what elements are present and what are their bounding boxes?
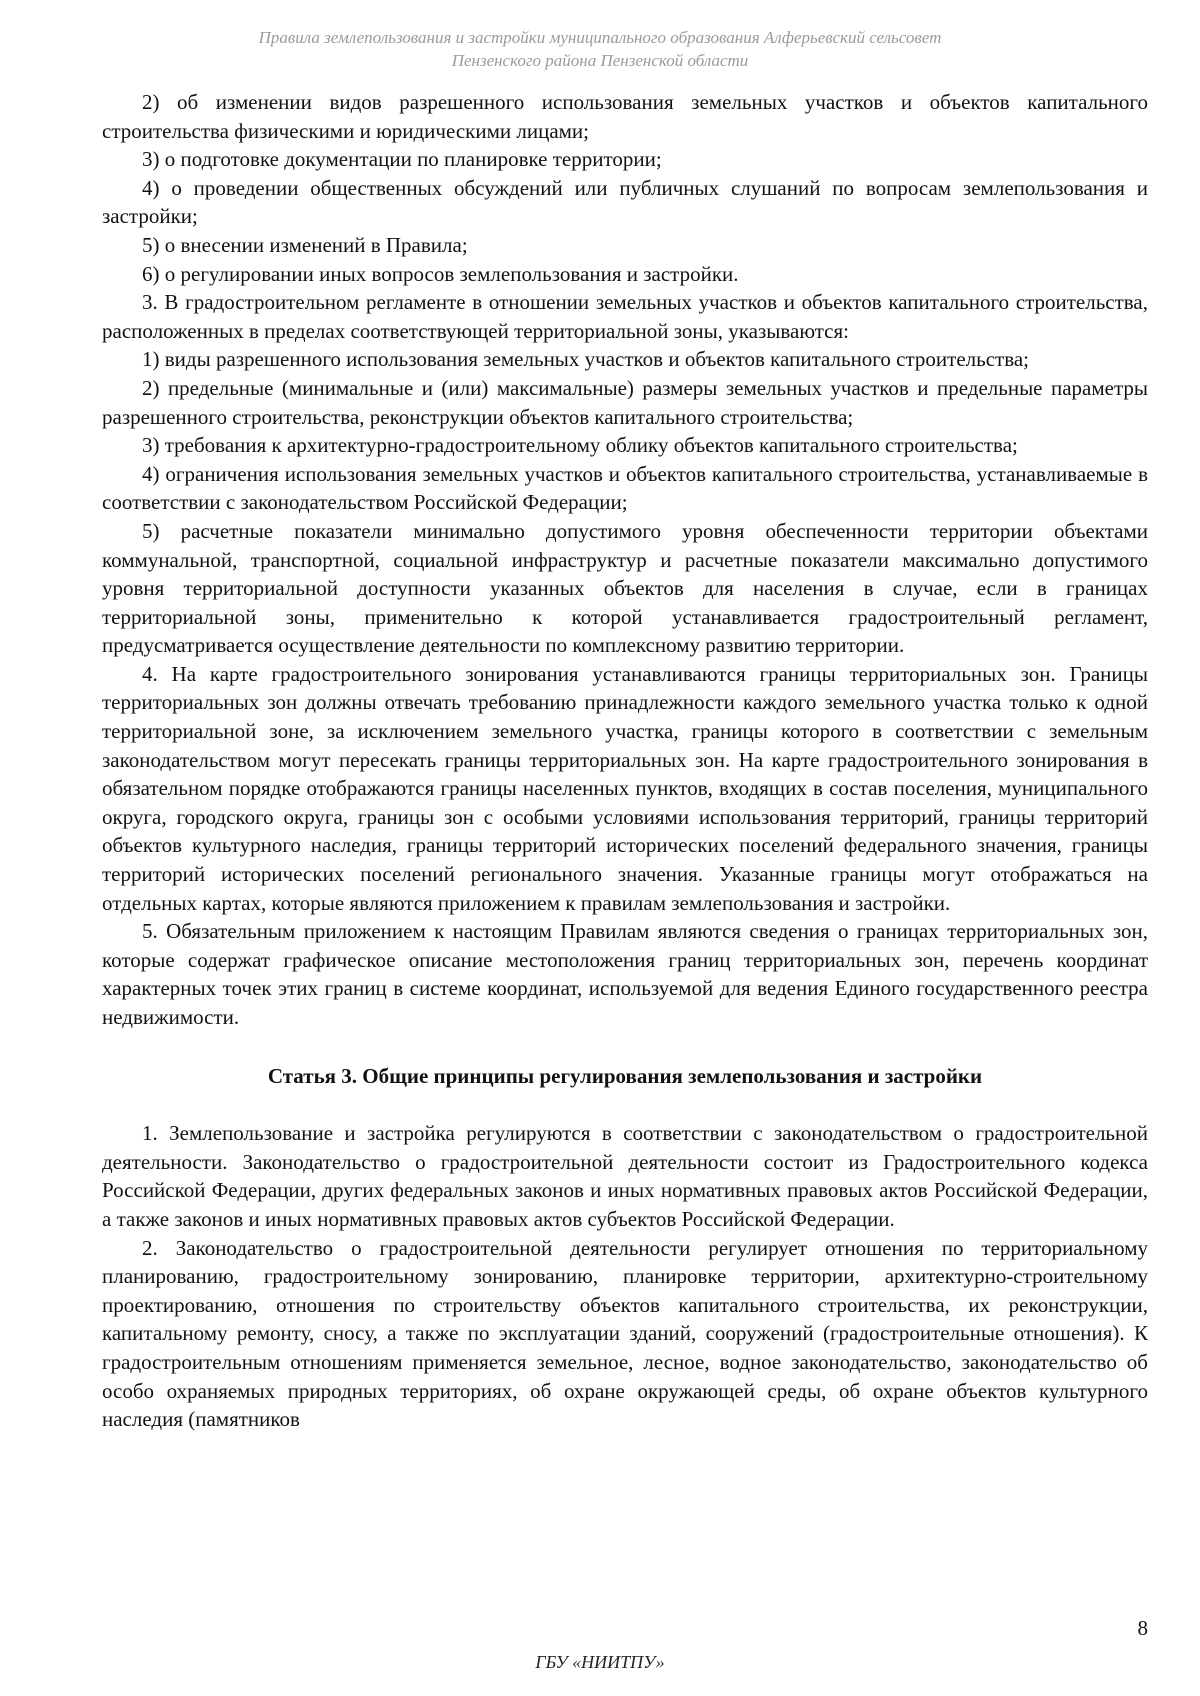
document-body xyxy=(102,88,1148,1434)
paragraph: 3) требования к архитектурно-градостроительному облику объектов капитального строительства; xyxy=(142,433,1018,458)
paragraph: 1. Землепользование и застройка регулируются в соответствии с законодательством о градостроительной деятельности. Законодательство о градостроительной деятельности состоит из Градостроительного кодекса Российской Федерации, других федеральных законов и иных нормативных правовых актов Российской Федерации, а также законов и иных нормативных правовых актов субъектов Российской Федерации. xyxy=(102,1121,1148,1231)
header-line-2: Пензенского района Пензенской области xyxy=(451,51,749,70)
paragraph: 1) виды разрешенного использования земельных участков и объектов капитального строительства; xyxy=(142,347,1029,372)
page-footer: ГБУ «НИИТПУ» xyxy=(535,1652,665,1672)
paragraph: 5) о внесении изменений в Правила; xyxy=(142,232,468,257)
paragraph: 2. Законодательство о градостроительной деятельности регулирует отношения по территориальному планированию, градостроительному зонированию, планировке территории, архитектурно-строительному проектированию, отношения по строительству объектов капитального строительства, их реконструкции, капитальному ремонту, сносу, а также по эксплуатации зданий, сооружений (градостроительные отношения). К градостроительным отношениям применяется земельное, лесное, водное законодательство, законодательство об особо охраняемых природных территориях, об охране окружающей среды, об охране объектов культурного наследия (памятников xyxy=(102,1235,1148,1432)
paragraph: 3. В градостроительном регламенте в отношении земельных участков и объектов капитального строительства, расположенных в пределах соответствующей территориальной зоны, указываются: xyxy=(102,290,1148,343)
paragraph: 3) о подготовке документации по планировке территории; xyxy=(142,147,662,172)
article-heading: Статья 3. Общие принципы регулирования землепользования и застройки xyxy=(267,1063,983,1088)
header-line-1: Правила землепользования и застройки муниципального образования Алферьевский сельсовет xyxy=(258,28,942,47)
page-header xyxy=(120,26,1080,72)
paragraph: 4. На карте градостроительного зонирования устанавливаются границы территориальных зон. Границы территориальных зон должны отвечать требованию принадлежности каждого земельного участка только к одной территориальной зоне, за исключением земельного участка, границы которого в соответствии с земельным законодательством могут пересекать границы территориальных зон. На карте градостроительного зонирования в обязательном порядке отображаются границы населенных пунктов, входящих в состав поселения, муниципального округа, городского округа, границы зон с особыми условиями использования территорий, границы территорий объектов культурного наследия, границы территорий исторических поселений федерального значения, границы территорий исторических поселений регионального значения. Указанные границы могут отображаться на отдельных картах, которые являются приложением к правилам землепользования и застройки. xyxy=(102,661,1148,915)
paragraph: 2) предельные (минимальные и (или) максимальные) размеры земельных участков и предельные параметры разрешенного строительства, реконструкции объектов капитального строительства; xyxy=(102,375,1148,429)
paragraph: 5. Обязательным приложением к настоящим Правилам являются сведения о границах территориальных зон, которые содержат графическое описание местоположения границ территориальных зон, перечень координат характерных точек этих границ в системе координат, используемой для ведения Единого государственного реестра недвижимости. xyxy=(102,919,1148,1029)
paragraph: 4) ограничения использования земельных участков и объектов капитального строительства, устанавливаемые в соответствии с законодательством Российской Федерации; xyxy=(102,461,1148,515)
paragraph: 2) об изменении видов разрешенного использования земельных участков и объектов капитального строительства физическими и юридическими лицами; xyxy=(102,90,1148,143)
paragraph: 5) расчетные показатели минимально допустимого уровня обеспеченности территории объектами коммунальной, транспортной, социальной инфраструктур и расчетные показатели максимально допустимого уровня территориальной доступности указанных объектов для населения в случае, если в границах территориальной зоны, применительно к которой устанавливается градостроительный регламент, предусматривается осуществление деятельности по комплексному развитию территории. xyxy=(102,518,1148,658)
page-number: 8 xyxy=(1137,1616,1148,1640)
paragraph: 4) о проведении общественных обсуждений или публичных слушаний по вопросам землепользования и застройки; xyxy=(102,175,1148,229)
paragraph: 6) о регулировании иных вопросов землепользования и застройки. xyxy=(142,261,739,286)
